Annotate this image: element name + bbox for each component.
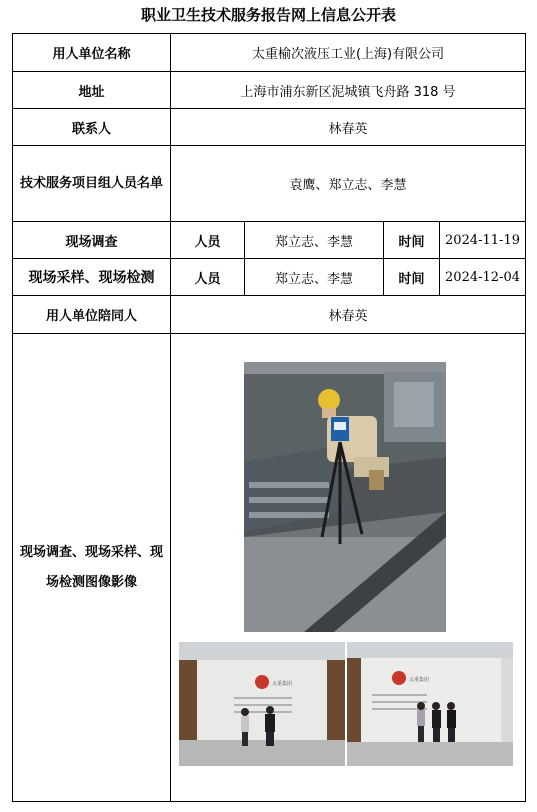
row-team [13, 146, 526, 222]
unit-label: 用人单位名称 [13, 34, 171, 72]
sampling-date: 2024-12-04 [440, 259, 526, 296]
survey-time-label: 时间 [384, 222, 440, 259]
escort-label: 用人单位陪同人 [13, 296, 171, 334]
photo-logo-text-right: 太重集团 [409, 677, 430, 683]
sampling-persons: 郑立志、李慧 [245, 259, 384, 296]
row-sampling [13, 259, 526, 296]
row-address [13, 72, 526, 109]
images-label: 现场调查、现场采样、现场检测图像影像 [13, 334, 171, 802]
sampling-time-label: 时间 [384, 259, 440, 296]
address-label: 地址 [13, 72, 171, 109]
row-escort [13, 296, 526, 334]
sampling-label: 现场采样、现场检测 [13, 259, 171, 296]
row-survey [13, 222, 526, 259]
escort-value: 林春英 [171, 296, 526, 334]
survey-label: 现场调查 [13, 222, 171, 259]
row-unit [13, 34, 526, 72]
team-label: 技术服务项目组人员名单 [13, 146, 171, 222]
photo-group-right [347, 642, 513, 766]
images-cell [171, 334, 526, 802]
unit-value: 太重榆次液压工业(上海)有限公司 [171, 34, 526, 72]
photo-group-left [179, 642, 345, 766]
survey-date: 2024-11-19 [440, 222, 526, 259]
row-images [13, 334, 526, 802]
contact-value: 林春英 [171, 109, 526, 146]
team-value: 袁鹰、郑立志、李慧 [171, 146, 526, 222]
address-value: 上海市浦东新区泥城镇飞舟路 318 号 [171, 72, 526, 109]
row-contact [13, 109, 526, 146]
survey-persons: 郑立志、李慧 [245, 222, 384, 259]
survey-person-label: 人员 [171, 222, 245, 259]
sampling-person-label: 人员 [171, 259, 245, 296]
photo-area [171, 334, 525, 801]
page-title: 职业卫生技术服务报告网上信息公开表 [140, 6, 396, 24]
contact-label: 联系人 [13, 109, 171, 146]
info-table [12, 33, 526, 802]
photo-site-sampling [244, 362, 446, 632]
photo-logo-text-left: 太重集团 [272, 681, 293, 687]
